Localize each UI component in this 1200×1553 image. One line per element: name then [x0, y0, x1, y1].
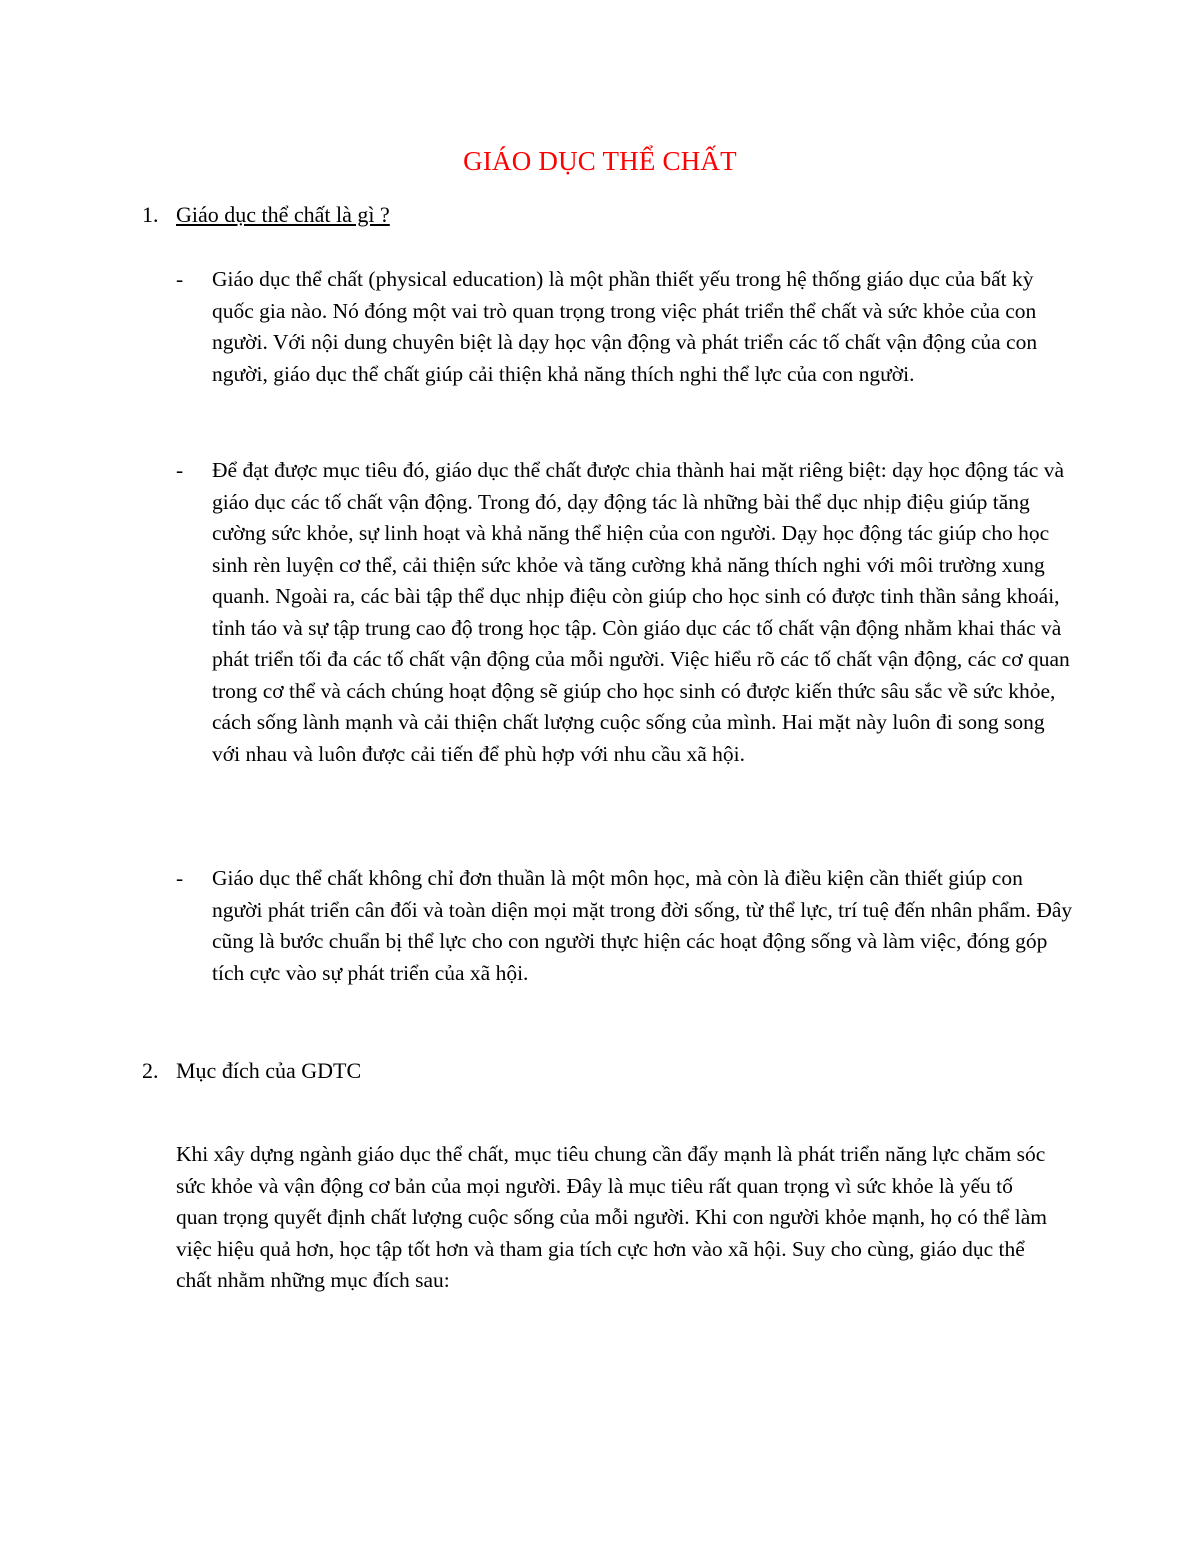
section-2-heading	[142, 1056, 361, 1086]
section-1-number: 1.	[142, 202, 159, 227]
section-2-heading-text: Mục đích của GDTC	[176, 1058, 362, 1083]
bullet-text: Để đạt được mục tiêu đó, giáo dục thể chất được chia thành hai mặt riêng biệt: dạy học động tác và giáo dục các tố chất vận động. Trong đó, dạy động tác là những bài thể dục nhịp điệu giúp tăng cường sức khỏe, sự linh hoạt và khả năng thể hiện của con người. Dạy học động tác giúp cho học sinh rèn luyện cơ thể, cải thiện sức khỏe và tăng cường khả năng thích nghi với môi trường xung quanh. Ngoài ra, các bài tập thể dục nhịp điệu còn giúp cho học sinh có được tinh thần sảng khoái, tỉnh táo và sự tập trung cao độ trong học tập. Còn giáo dục các tố chất vận động nhằm khai thác và phát triển tối đa các tố chất vận động của mỗi người. Việc hiểu rõ các tố chất vận động, các cơ quan trong cơ thể và cách chúng hoạt động sẽ giúp cho học sinh có được kiến thức sâu sắc về sức khỏe, cách sống lành mạnh và cải thiện chất lượng cuộc sống của mình. Hai mặt này luôn đi song song với nhau và luôn được cải tiến để phù hợp với nhu cầu xã hội.	[212, 458, 1070, 766]
bullet-text: Giáo dục thể chất không chỉ đơn thuần là một môn học, mà còn là điều kiện cần thiết giúp con người phát triển cân đối và toàn diện mọi mặt trong đời sống, từ thể lực, trí tuệ đến nhân phẩm. Đây cũng là bước chuẩn bị thể lực cho con người thực hiện các hoạt động sống và làm việc, đóng góp tích cực vào sự phát triển của xã hội.	[212, 866, 1073, 985]
section-1-heading	[142, 200, 390, 230]
section-2-number: 2.	[142, 1058, 159, 1083]
section-1-heading-text: Giáo dục thể chất là gì ?	[176, 202, 390, 227]
bullet-marker: -	[176, 866, 184, 890]
bullet-item	[176, 455, 1076, 770]
bullet-marker: -	[176, 458, 184, 482]
bullet-text: Giáo dục thể chất (physical education) là một phần thiết yếu trong hệ thống giáo dục của bất kỳ quốc gia nào. Nó đóng một vai trò quan trọng trong việc phát triển thể chất và sức khỏe của con người. Với nội dung chuyên biệt là dạy học vận động và phát triển các tố chất vận động của con người, giáo dục thể chất giúp cải thiện khả năng thích nghi thể lực của con người.	[212, 267, 1038, 386]
document-title: GIÁO DỤC THỂ CHẤT	[463, 146, 737, 176]
bullet-marker: -	[176, 267, 184, 291]
section-2-paragraph: Khi xây dựng ngành giáo dục thể chất, mục tiêu chung cần đẩy mạnh là phát triển năng lực chăm sóc sức khỏe và vận động cơ bản của mọi người. Đây là mục tiêu rất quan trọng vì sức khỏe là yếu tố quan trọng quyết định chất lượng cuộc sống của mỗi người. Khi con người khỏe mạnh, họ có thể làm việc hiệu quả hơn, học tập tốt hơn và tham gia tích cực hơn vào xã hội. Suy cho cùng, giáo dục thể chất nhằm những mục đích sau:	[176, 1142, 1047, 1292]
bullet-item	[176, 264, 1076, 390]
bullet-item	[176, 863, 1076, 989]
